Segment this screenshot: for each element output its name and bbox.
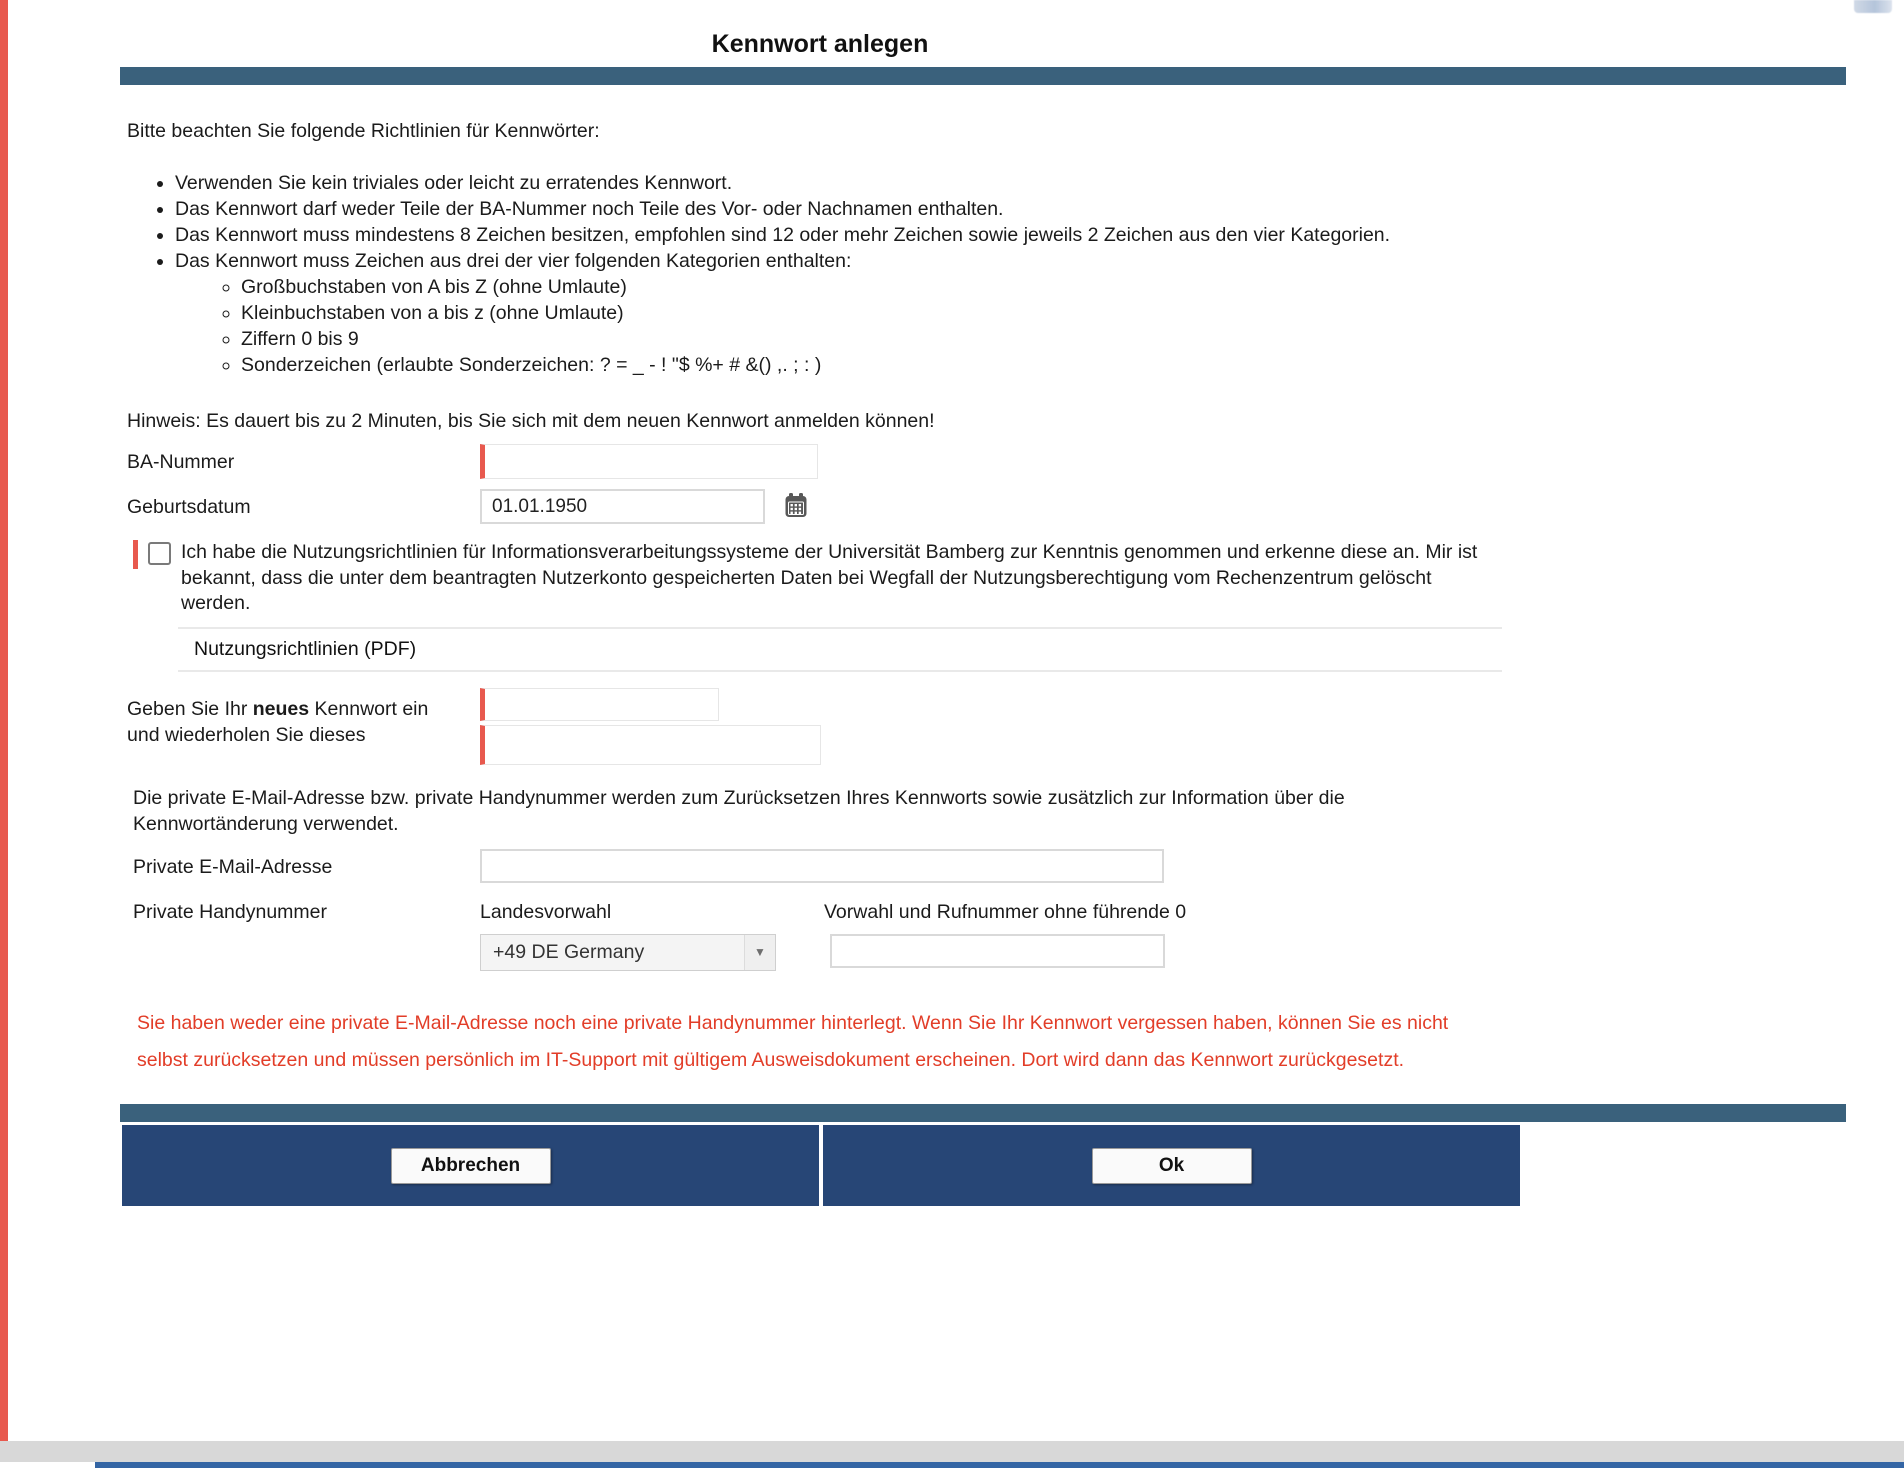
repeat-password-input[interactable] bbox=[480, 725, 821, 765]
ok-button[interactable]: Ok bbox=[1092, 1148, 1252, 1184]
phone-labels-row bbox=[133, 899, 1512, 925]
guidelines-list bbox=[127, 170, 1512, 378]
cancel-button-panel bbox=[122, 1125, 819, 1206]
form-content bbox=[127, 118, 1512, 1080]
contact-info-text: Die private E-Mail-Adresse bzw. private Handynummer werden zum Zurücksetzen Ihres Kennworts sowie zusätzlich zur Information über die Kennwortänderung verwendet. bbox=[133, 786, 1345, 835]
terms-required-marker bbox=[133, 540, 138, 569]
calendar-icon bbox=[783, 492, 809, 522]
page-title: Kennwort anlegen bbox=[711, 30, 929, 58]
ok-button-panel bbox=[823, 1125, 1520, 1206]
guideline-item bbox=[175, 248, 1512, 378]
new-password-label-post: Kennwort ein bbox=[309, 697, 429, 720]
new-password-label-line2: und wiederholen Sie dieses bbox=[127, 723, 366, 746]
bottom-gray-strip bbox=[0, 1441, 1904, 1462]
terms-text: Ich habe die Nutzungsrichtlinien für Informationsverarbeitungssysteme der Universität Bamberg zur Kenntnis genommen und erkenne diese an. Mir ist bekannt, dass die unter dem beantragten Nutzerkonto gespeicherten Daten bei Wegfall der Nutzungsberechtigung vom Rechenzentrum gelöscht werden. bbox=[181, 541, 1478, 614]
private-email-label: Private E-Mail-Adresse bbox=[133, 855, 333, 878]
terms-pdf-row bbox=[178, 627, 1502, 672]
footer-divider-bar bbox=[120, 1104, 1846, 1122]
delay-hint: Hinweis: Es dauert bis zu 2 Minuten, bis Sie sich mit dem neuen Kennwort anmelden können! bbox=[127, 410, 935, 432]
guideline-item: • Das Kennwort darf weder Teile der BA-Nummer noch Teile des Vor- oder Nachnamen enthalten. bbox=[175, 196, 1512, 222]
private-email-row bbox=[133, 849, 1512, 883]
birthdate-input[interactable] bbox=[480, 489, 765, 524]
new-password-label-bold: neues bbox=[252, 697, 310, 720]
category-item: ◦ Kleinbuchstaben von a bis z (ohne Umlaute) bbox=[241, 300, 1512, 326]
required-left-strip bbox=[0, 0, 8, 1442]
new-password-label bbox=[127, 688, 480, 748]
country-code-select[interactable] bbox=[480, 934, 776, 971]
reset-warning-text: Sie haben weder eine private E-Mail-Adresse noch eine private Handynummer hinterlegt. Wenn Sie Ihr Kennwort vergessen haben, können Sie es nicht selbst zurücksetzen und müssen persönlich im IT-Support mit gültigem Ausweisdokument erscheinen. Dort wird dann das Kennwort zurückgesetzt. bbox=[137, 1011, 1449, 1071]
chevron-down-icon: ▼ bbox=[744, 935, 775, 970]
cancel-button[interactable]: Abbrechen bbox=[391, 1148, 551, 1184]
guideline-item: • Verwenden Sie kein triviales oder leicht zu erratendes Kennwort. bbox=[175, 170, 1512, 196]
guideline-item-text: Das Kennwort muss Zeichen aus drei der vier folgenden Kategorien enthalten: bbox=[175, 250, 852, 272]
guidelines-intro: Bitte beachten Sie folgende Richtlinien für Kennwörter: bbox=[127, 120, 600, 142]
category-item: ◦ Großbuchstaben von A bis Z (ohne Umlaute) bbox=[241, 274, 1512, 300]
phone-number-label: Vorwahl und Rufnummer ohne führende 0 bbox=[824, 900, 1187, 923]
corner-icon bbox=[1854, 0, 1892, 13]
category-item: ◦ Ziffern 0 bis 9 bbox=[241, 326, 1512, 352]
country-code-label: Landesvorwahl bbox=[480, 900, 612, 923]
private-email-input[interactable] bbox=[480, 849, 1164, 883]
new-password-row bbox=[127, 688, 1512, 765]
new-password-input[interactable] bbox=[480, 688, 719, 721]
category-list bbox=[175, 274, 1512, 378]
birthdate-row bbox=[127, 489, 1512, 524]
category-item: ◦ Sonderzeichen (erlaubte Sonderzeichen: ? = _ - ! "$ %+ # &() ,. ; : ) bbox=[241, 352, 1512, 378]
header-divider-bar bbox=[120, 67, 1846, 85]
birthdate-label: Geburtsdatum bbox=[127, 496, 251, 518]
ba-number-input[interactable] bbox=[480, 444, 818, 479]
calendar-button[interactable] bbox=[781, 492, 811, 522]
terms-row bbox=[133, 540, 1512, 617]
bottom-blue-line bbox=[95, 1462, 1904, 1468]
private-phone-label: Private Handynummer bbox=[133, 900, 327, 923]
password-inputs bbox=[480, 688, 821, 765]
phone-number-input[interactable] bbox=[830, 934, 1165, 968]
new-password-label-pre: Geben Sie Ihr bbox=[127, 697, 253, 720]
terms-checkbox[interactable] bbox=[148, 542, 171, 565]
guideline-item: • Das Kennwort muss mindestens 8 Zeichen besitzen, empfohlen sind 12 oder mehr Zeichen sowie jeweils 2 Zeichen aus den vier Kategorien. bbox=[175, 222, 1512, 248]
ba-number-row bbox=[127, 444, 1512, 479]
country-code-value: +49 DE Germany bbox=[493, 940, 645, 963]
phone-controls-row bbox=[127, 934, 1512, 971]
ba-number-label: BA-Nummer bbox=[127, 451, 235, 473]
terms-pdf-link[interactable]: Nutzungsrichtlinien (PDF) bbox=[194, 637, 417, 660]
